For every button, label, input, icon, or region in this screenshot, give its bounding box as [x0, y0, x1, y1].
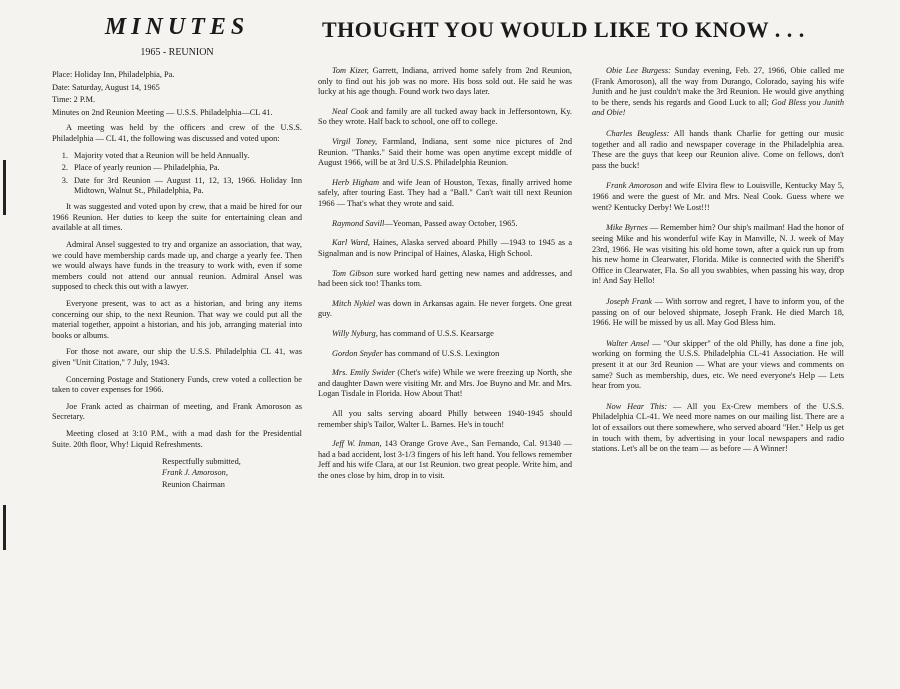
- news-item-text: Farmland, Indiana, sent some nice pictures of 2nd Reunion. "Thanks." Said their home was open anytime except middle of August 1966, will be at 3rd U.S.S. Philadelphia Reunion.: [318, 137, 572, 168]
- binding-mark: [3, 505, 6, 550]
- news-item: [318, 409, 572, 430]
- news-item: [318, 178, 572, 210]
- main-headline: THOUGHT YOU WOULD LIKE TO KNOW . . .: [322, 17, 805, 42]
- person-name: Raymond Savill: [332, 218, 385, 228]
- person-name: Karl Ward,: [332, 238, 370, 248]
- person-name: Obie Lee Burgess:: [606, 66, 671, 75]
- binding-mark: [3, 160, 6, 215]
- person-name: Now Hear This:: [606, 401, 668, 411]
- vote-item: 2. Place of yearly reunion — Philadelphia, Pa.: [70, 163, 302, 174]
- vote-item: 1. Majority voted that a Reunion will be held Annually.: [70, 151, 302, 162]
- news-item: [592, 223, 844, 287]
- news-item: [318, 66, 572, 98]
- person-name: Jeff W. Inman,: [332, 439, 382, 449]
- minutes-paragraph: Everyone present, was to act as a historian, and bring any items concerning our ship, to the next Reunion. That way we could put all the material together, appoint a historian, and his job, arranging material into books or albums.: [52, 298, 302, 340]
- info-date: Date: Saturday, August 14, 1965: [52, 82, 160, 92]
- news-item-text: Garrett, Indiana, arrived home safely from 2nd Reunion, only to find out his job was no more. His boss sold out. He said he was lucky at his age though. Found work two days later.: [318, 66, 572, 97]
- signoff: [162, 456, 302, 490]
- news-item-text: 143 Orange Grove Ave., San Fernando, Cal. 91340 — had a bad accident, lost 3-1/3 fingers of his left hand. You fellows remember Jeff and his wife Clara, at our 1st Reunion. two great people. Write him, and the ones close by him, drop in to visit.: [318, 439, 572, 481]
- minutes-paragraph: Concerning Postage and Stationery Funds, crew voted a collection be taken to cover expenses for 1966.: [52, 374, 302, 395]
- person-name: Tom Kizer,: [332, 66, 369, 75]
- news-item: [318, 269, 572, 290]
- minutes-intro: A meeting was held by the officers and crew of the U.S.S. Philadelphia — CL 41, the following was discussed and voted upon:: [52, 123, 302, 144]
- minutes-line: Minutes on 2nd Reunion Meeting — U.S.S. Philadelphia—CL 41.: [52, 107, 273, 117]
- news-item-text: — With sorrow and regret, I have to inform you, of the passing on of our beloved shipmate, Joseph Frank. He died March 18, 1966. He will be missed by us all. May God Bless him.: [592, 296, 845, 328]
- news-item-text: Sunday evening, Feb. 27, 1966, Obie called me (Frank Amoroson), all the way from Durango, Colorado, saying his wife Junith and he just couldn't make the 3rd Reunion. He would give anything to be there, sends his regards and Good Luck to all;: [592, 66, 845, 107]
- news-item: [318, 349, 572, 360]
- news-item-text: and family are all tucked away back in Jeffersontown, Ky. So they wrote. Half back to school, one off to college.: [318, 106, 573, 127]
- vote-item: 3. Date for 3rd Reunion — August 11, 12, 13, 1966. Holiday Inn Midtown, Walnut St., Philadelphia, Pa.: [70, 176, 302, 197]
- minutes-paragraph: Meeting closed at 3:10 P.M., with a mad dash for the Presidential Suite. 20th floor, Why! Liquid Refreshments.: [52, 429, 302, 449]
- vote-list: [52, 151, 302, 197]
- person-name: Joseph Frank: [606, 296, 652, 306]
- news-item: [318, 299, 572, 320]
- minutes-paragraph: It was suggested and voted upon by crew, that a maid be hired for our 1966 Reunion. Her duties to keep the suite for entertaining clean and available at all times.: [52, 202, 302, 233]
- info-time: Time: 2 P.M.: [52, 95, 96, 105]
- news-item: [318, 329, 572, 340]
- person-name: Mrs. Emily Swider: [332, 368, 395, 378]
- person-name: Frank Amoroson: [606, 181, 663, 191]
- news-item-text: Haines, Alaska served aboard Philly —1943 to 1945 as a Signalman and is now Principal of Haines, Alaska, High School.: [318, 238, 573, 258]
- news-item-text: — Remember him? Our ship's mailman! Had the honor of seeing Mike and his wonderful wife Kay in Manville, N. J. week of May 23rd, 1966. He was visiting his old home town, after a quick run up from his new home in Clearwater, Florida. Mike is connected with the Sheriff's Office in Clearwater, Fla. So all you swabbies, when passing his way, drop in! And Say Hello!: [592, 223, 844, 286]
- minutes-paragraph: Admiral Ansel suggested to try and organize an association, that way, we could have membership cards made up, and charge a yearly fee. Then we would always have funds in the treasury to work with, even if some members could not attend our annual reunion. Admiral Ansel was supposed to check this out with a lawyer.: [52, 239, 302, 292]
- news-item-text: — All you Ex-Crew members of the U.S.S. Philadelphia CL-41. We need more names on our mailing list. There are a lot of exsailors out there somewhere, who served aboard "Her." Help us get in touch with them, by advertising in your local newspapers and radio stations. Let's all be on the team — as before — A Winner!: [592, 401, 844, 454]
- news-item-text: and wife Jean of Houston, Texas, finally arrived home safely, after touring East. They had a "Ball." Can't wait till next Reunion 1966 — That's what they wrote and said.: [318, 177, 572, 209]
- minutes-paragraph: Joe Frank acted as chairman of meeting, and Frank Amoroson as Secretary.: [52, 401, 302, 422]
- person-name: Neal Cook: [332, 106, 369, 116]
- news-item: [318, 368, 572, 400]
- person-name: Charles Beugless:: [606, 129, 670, 139]
- news-item: [318, 219, 572, 230]
- person-name: Gordon Snyder: [332, 348, 383, 358]
- signoff-role: Reunion Chairman: [162, 479, 225, 489]
- minutes-subtitle: 1965 - REUNION: [140, 47, 214, 58]
- news-item-text: All hands thank Charlie for getting our music together and all radio and newspaper coverage in the Philadelphia area. These are the guys that keep our Reunion alive. Come on fellows, don't pass the buck!: [592, 129, 845, 170]
- news-item: [318, 137, 572, 169]
- news-item-text: and wife Elvira flew to Louisville, Kentucky May 5, 1966 and were the guest of Mr. and Mrs. Neal Cook. Guess where we went? Kentucky Derby! We Lost!!!: [592, 181, 844, 212]
- minutes-title: MINUTES: [104, 14, 250, 40]
- news-item: [592, 181, 844, 213]
- news-item: [592, 402, 844, 455]
- news-item-closing: God Bless you Junith and Obie!: [592, 97, 845, 118]
- news-item: [592, 297, 844, 329]
- news-item: [592, 129, 844, 171]
- signoff-closing: Respectfully submitted,: [162, 457, 241, 467]
- news-item-text: All you salts serving aboard Philly between 1940-1945 should remember ship's Tailor, Walter L. Barnes. He's in touch!: [318, 409, 572, 429]
- signoff-name: Frank J. Amoroson,: [162, 468, 228, 478]
- news-item-text: was down in Arkansas again. He never forgets. One great guy.: [318, 298, 572, 319]
- info-place: Place: Holiday Inn, Philadelphia, Pa.: [52, 70, 175, 79]
- news-item: [318, 439, 572, 481]
- news-item-text: has command of U.S.S. Kearsarge: [377, 328, 494, 338]
- person-name: Mitch Nykiel: [332, 298, 376, 308]
- news-item-text: — "Our skipper" of the old Philly, has done a fine job, working on forming the U.S.S. Philadelphia CL-41 Association. He will present it at our 3rd Reunion — What are your views and comments on same? Such as membership, dues, etc. We need everyone's Help — Lets hear from you.: [592, 338, 844, 391]
- news-item-text: has command of U.S.S. Lexington: [382, 348, 500, 358]
- person-name: Mike Byrnes: [606, 223, 648, 233]
- person-name: Willy Nyburg,: [332, 328, 378, 338]
- news-item: [592, 66, 844, 119]
- minutes-paragraph: For those not aware, our ship the U.S.S. Philadelphia CL 41, was given "Unit Citation," 7 July, 1943.: [52, 347, 302, 368]
- news-item: [592, 339, 844, 392]
- person-name: Herb Higham: [332, 177, 380, 187]
- news-item-text: —Yeoman, Passed away October, 1965.: [384, 218, 518, 228]
- news-item-text: (Chet's wife) While we were freezing up North, she and daughter Dawn were visiting Mr. and Mrs. Joe Buyno and Mr. and Mrs. Logan Tisdale in Florida. How About That!: [318, 368, 572, 399]
- news-item-text: sure worked hard getting new names and addresses, and had been sick too! Thanks tom.: [318, 268, 572, 289]
- news-item: [318, 107, 572, 128]
- person-name: Virgil Toney,: [332, 137, 378, 147]
- news-item: [318, 238, 572, 259]
- person-name: Walter Ansel: [606, 338, 650, 348]
- person-name: Tom Gibson: [332, 268, 374, 278]
